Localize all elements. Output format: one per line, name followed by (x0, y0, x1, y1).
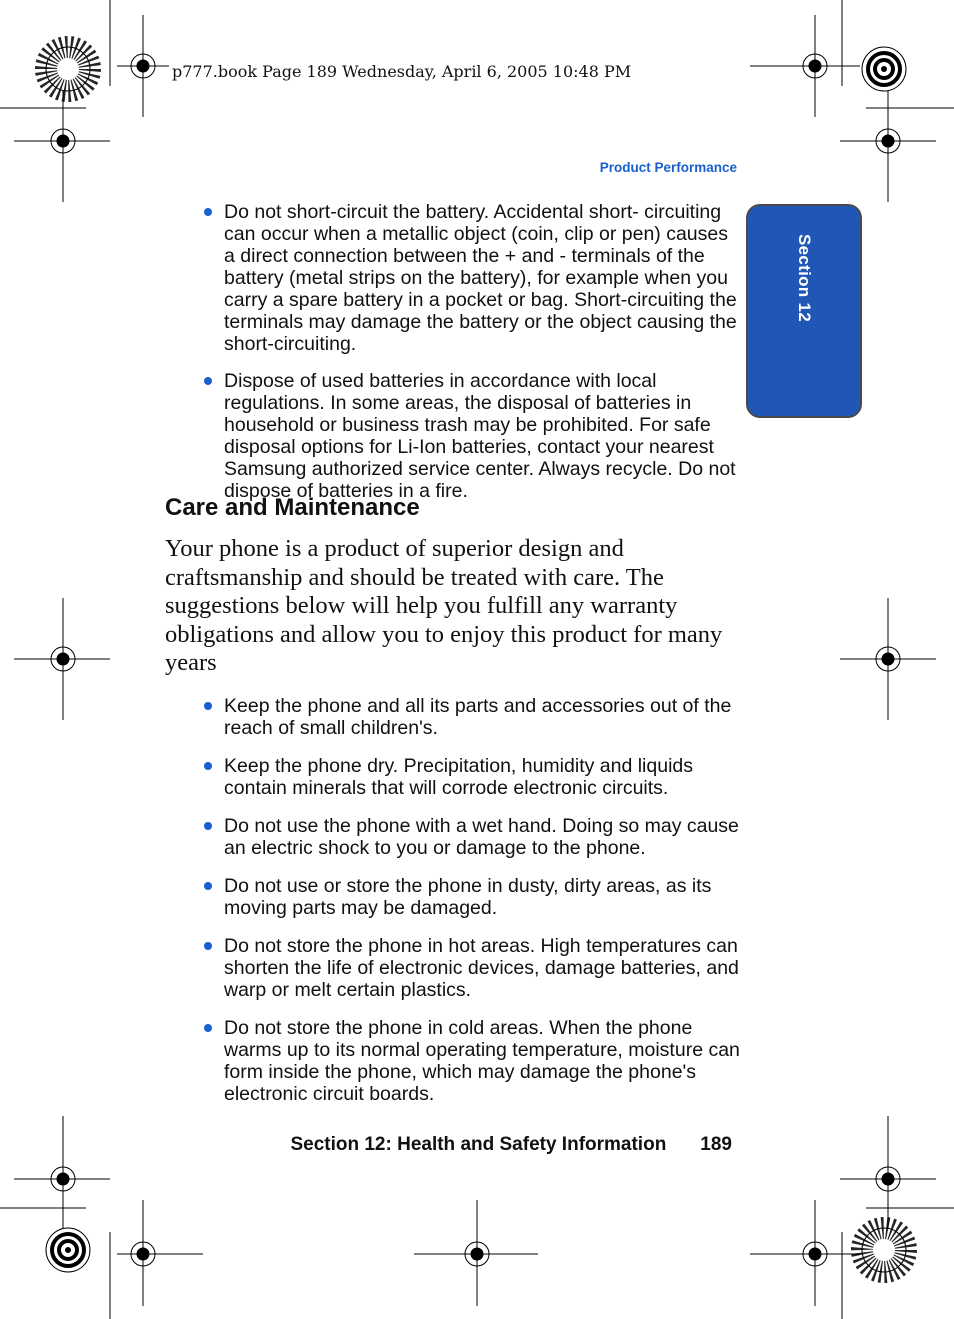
registration-target-4 (840, 80, 936, 202)
printer-slug-line: p777.book Page 189 Wednesday, April 6, 2005 10:48 PM (172, 62, 632, 81)
running-head: Product Performance (599, 160, 737, 175)
registration-target-2 (750, 15, 860, 117)
bullet-dot-icon (204, 942, 212, 950)
list-item: Keep the phone and all its parts and accessories out of the reach of small children's. (200, 695, 740, 739)
list-item: Dispose of used batteries in accordance with local regulations. In some areas, the disposal of batteries in household or business trash may be prohibited. For safe disposal options for Li-Ion batteries, contact your nearest Samsung authorized service center. Always recycle. Do not dispose of batteries in a fire. (200, 370, 740, 502)
registration-target-9 (117, 1200, 203, 1306)
registration-target-5 (14, 598, 110, 720)
bullet-dot-icon (204, 822, 212, 830)
footer-section-title: Section 12: Health and Safety Information (290, 1134, 667, 1155)
list-item: Keep the phone dry. Precipitation, humidity and liquids contain minerals that will corrode electronic circuits. (200, 755, 740, 799)
battery-bullet-list (200, 201, 740, 502)
bullet-dot-icon (204, 208, 212, 216)
registration-target-3 (14, 80, 110, 202)
registration-target-10 (414, 1200, 538, 1306)
starburst-wheel-bottom-right (862, 1228, 906, 1272)
list-item: Do not store the phone in cold areas. When the phone warms up to its normal operating temperature, moisture can form inside the phone, which may damage the phone's electronic circuit boards. (200, 1017, 740, 1105)
care-bullet-list (200, 695, 740, 1105)
bullet-dot-icon (204, 882, 212, 890)
section-tab-label: Section 12 (795, 233, 814, 323)
registration-target-1 (117, 15, 169, 117)
intro-paragraph: Your phone is a product of superior design and craftsmanship and should be treated with care. The suggestions below will help you fulfill any warranty obligations and allow you to enjoy this product for many years (165, 535, 723, 677)
starburst-wheel-top-right (862, 47, 906, 91)
page-number: 189 (700, 1134, 732, 1155)
list-item: Do not store the phone in hot areas. High temperatures can shorten the life of electronic devices, damage batteries, and warp or melt certain plastics. (200, 935, 740, 1001)
list-item: Do not short-circuit the battery. Accidental short- circuiting can occur when a metallic object (coin, clip or pen) causes a direct connection between the + and - terminals of the battery (metal strips on the battery), for example when you carry a spare battery in a pocket or bag. Short-circuiting the terminals may damage the battery or the object causing the short-circuiting. (200, 201, 740, 355)
bullet-dot-icon (204, 377, 212, 385)
list-item: Do not use the phone with a wet hand. Doing so may cause an electric shock to you or damage to the phone. (200, 815, 740, 859)
bullet-dot-icon (204, 702, 212, 710)
list-item: Do not use or store the phone in dusty, dirty areas, as its moving parts may be damaged. (200, 875, 740, 919)
registration-target-6 (840, 598, 936, 720)
section-side-tab (746, 204, 862, 418)
starburst-wheel-top-left (46, 47, 90, 91)
bullet-dot-icon (204, 762, 212, 770)
bullet-dot-icon (204, 1024, 212, 1032)
registration-target-7 (14, 1116, 110, 1240)
page-footer (290, 1134, 732, 1156)
starburst-wheel-bottom-left (46, 1228, 90, 1272)
section-heading: Care and Maintenance (165, 494, 420, 521)
registration-target-11 (750, 1200, 860, 1306)
